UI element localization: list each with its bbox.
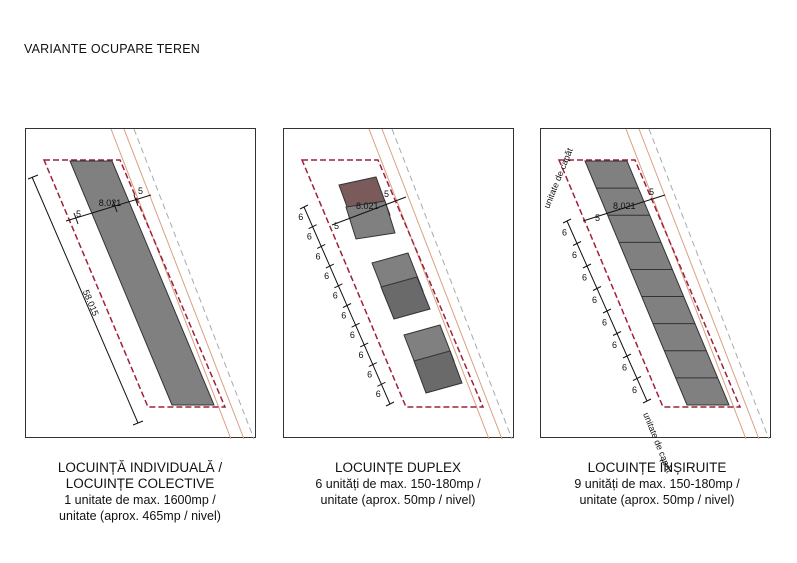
spacing-label: 6 <box>298 211 304 222</box>
spacing-tick <box>377 382 385 386</box>
caption-title-line1: LOCUINȚE ÎNȘIRUITE <box>587 460 727 475</box>
spacing-tick <box>643 399 651 403</box>
panel-duplex <box>283 128 514 438</box>
caption-desc-line1: 1 unitate de max. 1600mp / <box>64 493 216 507</box>
spacing-label: 6 <box>324 270 330 281</box>
width-dimension-label: 8.021 <box>98 198 122 208</box>
setback-right-label: 5 <box>138 186 144 196</box>
spacing-tick <box>583 264 591 268</box>
caption-duplex <box>278 460 518 508</box>
caption-desc-line2: unitate (aprox. 50mp / nivel) <box>579 493 735 507</box>
spacing-label: 6 <box>332 290 338 301</box>
caption-title-line2: LOCUINȚE COLECTIVE <box>65 476 215 491</box>
end-unit-top-label: unitate de capăt <box>541 146 575 210</box>
spacing-tick <box>603 309 611 313</box>
spacing-tick <box>300 205 308 209</box>
spacing-label: 6 <box>632 384 638 395</box>
caption-desc-line1: 6 unități de max. 150-180mp / <box>315 477 481 491</box>
width-dimension-label: 8.021 <box>356 201 379 211</box>
spacing-tick <box>352 323 360 327</box>
spacing-tick <box>623 354 631 358</box>
setback-right-label: 5 <box>384 189 390 199</box>
length-dimension-label: 58.015 <box>80 288 101 318</box>
spacing-label: 6 <box>349 330 355 341</box>
caption-desc-line2: unitate (aprox. 50mp / nivel) <box>320 493 476 507</box>
spacing-label: 6 <box>622 362 628 373</box>
caption-desc-line1: 9 unități de max. 150-180mp / <box>574 477 740 491</box>
width-dimension-label: 8.021 <box>613 201 636 211</box>
spacing-tick <box>326 264 334 268</box>
spacing-label: 6 <box>315 251 321 262</box>
spacing-tick <box>593 287 601 291</box>
spacing-tick <box>343 304 351 308</box>
spacing-tick <box>334 284 342 288</box>
spacing-tick <box>309 225 317 229</box>
spacing-label: 6 <box>375 389 381 400</box>
caption-insiruite <box>537 460 777 508</box>
end-unit-bottom-label: unitate de capăt <box>641 411 675 475</box>
caption-title-line1: LOCUINȚE DUPLEX <box>334 460 462 475</box>
spacing-label: 6 <box>602 317 608 328</box>
setback-left-label: 5 <box>595 213 601 223</box>
caption-desc-line2: unitate (aprox. 465mp / nivel) <box>59 509 221 523</box>
spacing-label: 6 <box>562 227 568 238</box>
spacing-label: 6 <box>367 369 373 380</box>
caption-title-line1: LOCUINȚĂ INDIVIDUALĂ / <box>57 460 223 475</box>
spacing-tick <box>360 343 368 347</box>
spacing-tick <box>369 363 377 367</box>
spacing-tick <box>613 332 621 336</box>
spacing-tick <box>317 244 325 248</box>
spacing-label: 6 <box>572 249 578 260</box>
setback-left-label: 5 <box>76 209 82 219</box>
spacing-label: 6 <box>612 339 618 350</box>
setback-right-label: 5 <box>649 187 655 197</box>
setback-left-label: 5 <box>334 221 340 231</box>
spacing-label: 6 <box>592 294 598 305</box>
page-title: VARIANTE OCUPARE TEREN <box>24 42 200 56</box>
spacing-label: 6 <box>341 310 347 321</box>
spacing-label: 6 <box>582 272 588 283</box>
spacing-tick <box>633 377 641 381</box>
spacing-tick <box>386 402 394 406</box>
caption-individual <box>20 460 260 524</box>
spacing-tick <box>573 242 581 246</box>
panel-individual <box>25 128 256 438</box>
spacing-label: 6 <box>306 231 312 242</box>
spacing-tick <box>563 219 571 223</box>
spacing-label: 6 <box>358 349 364 360</box>
